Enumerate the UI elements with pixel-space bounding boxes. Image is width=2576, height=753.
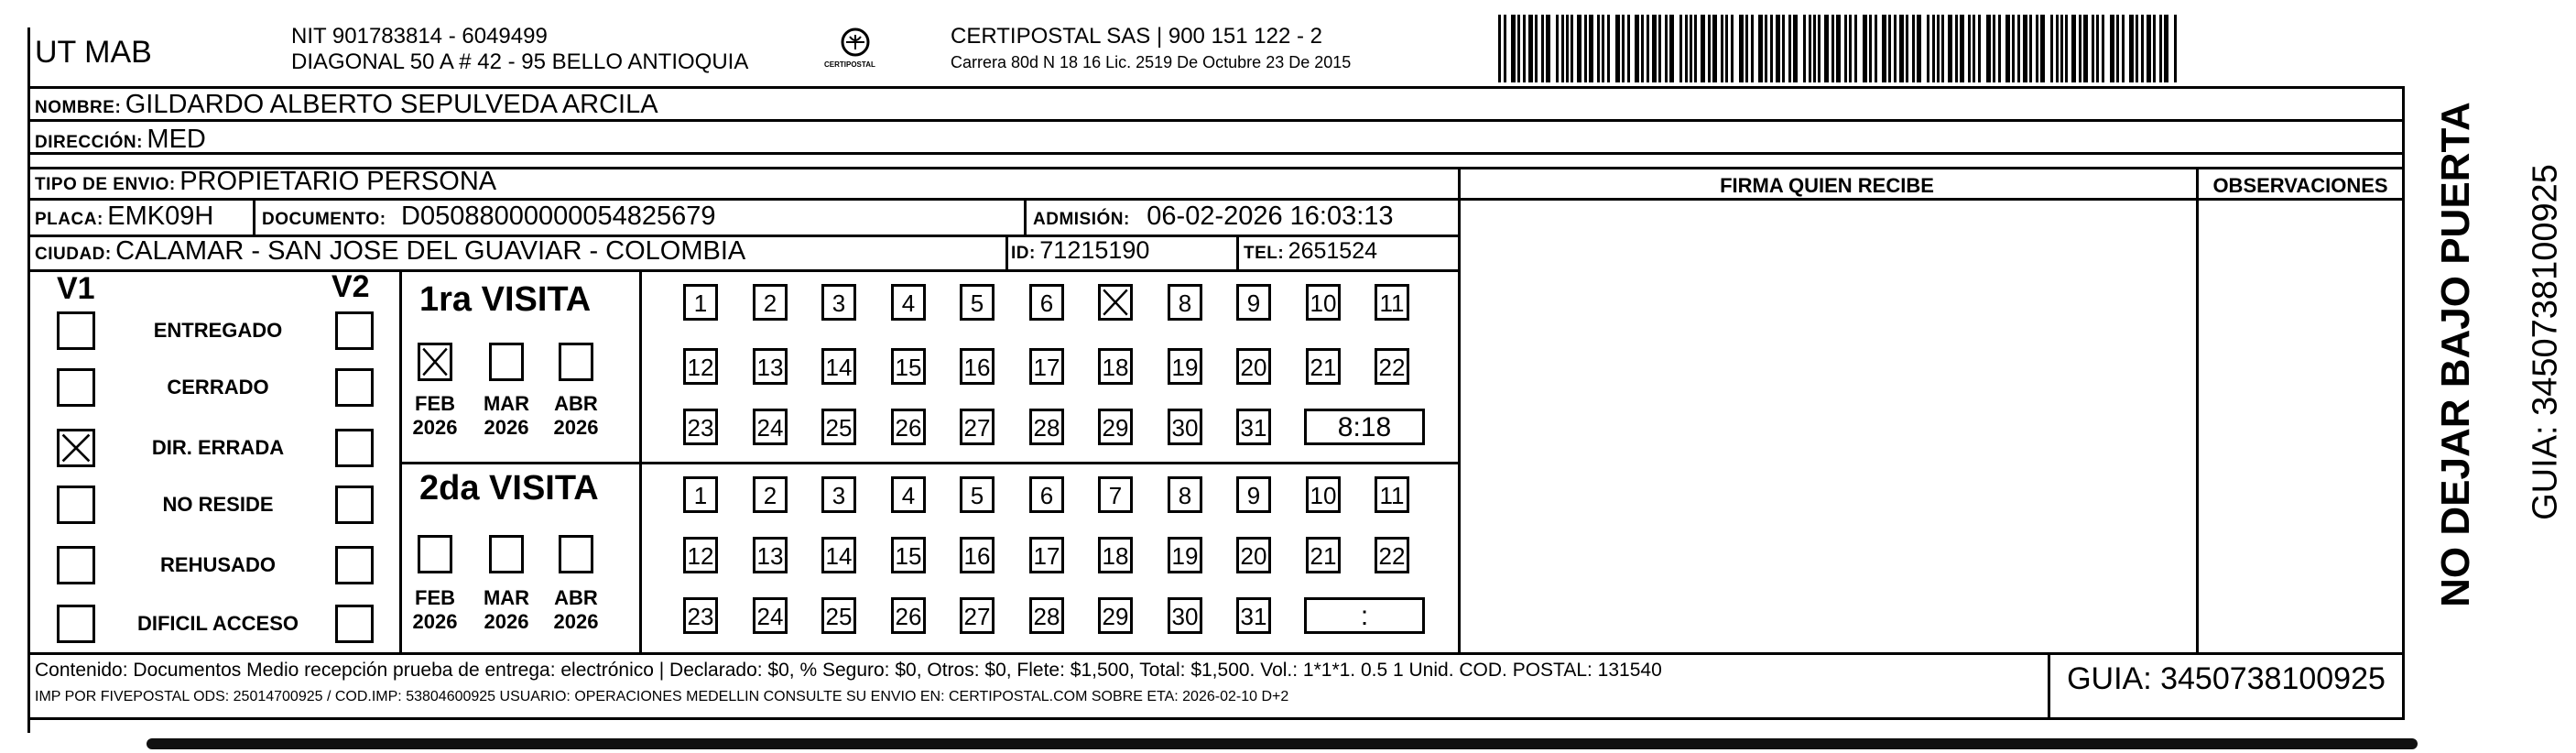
col-line xyxy=(253,198,255,235)
barcode-bar xyxy=(1566,15,1569,82)
v1-header: V1 xyxy=(57,271,95,306)
col-line xyxy=(1458,167,1461,652)
visit2-day-11[interactable]: 11 xyxy=(1375,476,1409,513)
visit2-day-24[interactable]: 24 xyxy=(753,597,788,634)
barcode-bar xyxy=(1782,15,1785,82)
visit1-day-30[interactable]: 30 xyxy=(1168,409,1202,445)
id-row xyxy=(1011,236,1149,265)
admision-value: 06-02-2026 16:03:13 xyxy=(1147,202,1394,231)
barcode-bar xyxy=(1869,15,1872,82)
barcode-bar xyxy=(2083,15,2088,82)
month-name: FEB xyxy=(415,392,455,415)
barcode-bar xyxy=(2029,15,2032,82)
month-year: 2026 xyxy=(553,416,599,439)
visit1-day-15[interactable]: 15 xyxy=(891,348,926,385)
barcode-bar xyxy=(1986,15,1991,82)
visit1-day-5[interactable]: 5 xyxy=(960,284,995,321)
barcode-bar xyxy=(2147,15,2151,82)
barcode-bar xyxy=(2079,15,2081,82)
month-name: ABR xyxy=(554,392,598,415)
barcode-bar xyxy=(1685,15,1688,82)
barcode-bar xyxy=(2164,15,2168,82)
v1-checkbox-5[interactable] xyxy=(57,546,95,584)
visit1-day-13[interactable]: 13 xyxy=(753,348,788,385)
visit2-title: 2da VISITA xyxy=(419,469,599,507)
visit1-day-26[interactable]: 26 xyxy=(891,409,926,445)
barcode-bar xyxy=(2136,15,2138,82)
visit2-day-20[interactable]: 20 xyxy=(1236,537,1271,573)
v2-header: V2 xyxy=(332,269,370,304)
row-line xyxy=(27,152,2405,155)
visit2-day-31[interactable]: 31 xyxy=(1236,597,1271,634)
barcode-bar xyxy=(1788,15,1791,82)
barcode-bar xyxy=(2122,15,2125,82)
barcode-bar xyxy=(1721,15,1723,82)
visit1-day-11[interactable]: 11 xyxy=(1375,284,1409,321)
v2-checkbox-3[interactable] xyxy=(335,429,374,467)
logo-text: CERTIPOSTAL xyxy=(824,60,875,69)
ciudad-label: CIUDAD: xyxy=(35,245,112,264)
company-name: UT MAB xyxy=(35,35,152,70)
visit1-day-24[interactable]: 24 xyxy=(753,409,788,445)
visit2-day-6[interactable]: 6 xyxy=(1029,476,1064,513)
barcode-bar xyxy=(1960,15,1964,82)
tel-label: TEL: xyxy=(1244,244,1285,263)
tipo-label: TIPO DE ENVIO: xyxy=(35,175,176,194)
barcode-bar xyxy=(2040,15,2045,82)
barcode-bar xyxy=(1836,15,1841,82)
visit2-day-30[interactable]: 30 xyxy=(1168,597,1202,634)
barcode-bar xyxy=(2056,15,2059,82)
footer-imp: IMP POR FIVEPOSTAL ODS: 25014700925 / COD.IMP: 53804600925 USUARIO: OPERACIONES MEDELLIN CONSULTE SU ENVIO EN: CERTIPOSTAL.COM SOBRE ETA: 2026-02-10 D+2 xyxy=(35,689,1289,704)
visit1-day-1[interactable]: 1 xyxy=(683,284,718,321)
barcode-bar xyxy=(1607,15,1610,82)
firma-header: FIRMA QUIEN RECIBE xyxy=(1720,174,1934,197)
id-value: 71215190 xyxy=(1039,236,1150,264)
visit1-day-10[interactable]: 10 xyxy=(1306,284,1341,321)
barcode-bar xyxy=(1932,15,1935,82)
barcode-bar xyxy=(1561,15,1564,82)
visit1-time-box[interactable]: 8:18 xyxy=(1304,409,1425,445)
visit1-day-17[interactable]: 17 xyxy=(1029,348,1064,385)
v2-checkbox-2[interactable] xyxy=(335,368,374,407)
placa-row xyxy=(35,202,213,232)
status-label-5: REHUSADO xyxy=(160,553,276,576)
barcode-bar xyxy=(1731,15,1734,82)
visit2-day-5[interactable]: 5 xyxy=(960,476,995,513)
barcode-bar xyxy=(2065,15,2068,82)
visit2-day-1[interactable]: 1 xyxy=(683,476,718,513)
barcode-bar xyxy=(1844,15,1847,82)
barcode-bar xyxy=(1813,15,1816,82)
barcode-bar xyxy=(1511,15,1516,82)
visit2-day-19[interactable]: 19 xyxy=(1168,537,1202,573)
visit2-day-22[interactable]: 22 xyxy=(1375,537,1409,573)
footer-guia: GUIA: 3450738100925 xyxy=(2067,661,2386,696)
col-line xyxy=(1005,235,1008,269)
barcode-bar xyxy=(1765,15,1767,82)
v1-checkbox-4[interactable] xyxy=(57,486,95,524)
barcode-bar xyxy=(1679,15,1682,82)
direccion-label: DIRECCIÓN: xyxy=(35,133,143,152)
visit2-day-7[interactable]: 7 xyxy=(1098,476,1133,513)
visit1-day-27[interactable]: 27 xyxy=(960,409,995,445)
visit2-day-27[interactable]: 27 xyxy=(960,597,995,634)
visit1-month-checkbox-2[interactable] xyxy=(489,343,524,381)
side-guia: GUIA: 3450738100925 xyxy=(2526,164,2565,520)
barcode-bar xyxy=(1589,15,1593,82)
col-line xyxy=(1024,198,1027,235)
barcode-bar xyxy=(2116,15,2119,82)
admision-row xyxy=(1033,202,1394,232)
visit1-day-28[interactable]: 28 xyxy=(1029,409,1064,445)
visit2-day-23[interactable]: 23 xyxy=(683,597,718,634)
barcode-bar xyxy=(1894,15,1897,82)
placa-label: PLACA: xyxy=(35,210,103,229)
visit1-day-2[interactable]: 2 xyxy=(753,284,788,321)
v1-checkbox-2[interactable] xyxy=(57,368,95,407)
barcode-bar xyxy=(1882,15,1886,82)
visit1-day-6[interactable]: 6 xyxy=(1029,284,1064,321)
tel-row xyxy=(1244,238,1377,265)
barcode-bar xyxy=(2110,15,2114,82)
barcode-bar xyxy=(1863,15,1867,82)
status-label-4: NO RESIDE xyxy=(162,493,274,516)
visit2-day-28[interactable]: 28 xyxy=(1029,597,1064,634)
visit2-day-18[interactable]: 18 xyxy=(1098,537,1133,573)
col-line xyxy=(2196,167,2199,652)
visit1-month-label-1 xyxy=(403,392,467,440)
visit1-month-label-3 xyxy=(544,392,608,440)
visit2-month-checkbox-2[interactable] xyxy=(489,535,524,573)
barcode-bar xyxy=(1597,15,1600,82)
barcode-bar xyxy=(2159,15,2162,82)
barcode-bar xyxy=(1635,15,1639,82)
direccion-value: MED xyxy=(147,125,206,154)
barcode-bar xyxy=(1690,15,1692,82)
visit2-day-3[interactable]: 3 xyxy=(821,476,856,513)
nombre-label: NOMBRE: xyxy=(35,98,122,117)
barcode-bar xyxy=(1546,15,1550,82)
visit1-day-19[interactable]: 19 xyxy=(1168,348,1202,385)
barcode-bar xyxy=(1725,15,1728,82)
barcode-bar xyxy=(1776,15,1780,82)
visit2-day-17[interactable]: 17 xyxy=(1029,537,1064,573)
barcode-bar xyxy=(2092,15,2094,82)
visit2-day-12[interactable]: 12 xyxy=(683,537,718,573)
visit2-month-checkbox-3[interactable] xyxy=(559,535,593,573)
barcode-bar xyxy=(1665,15,1668,82)
visit1-day-20[interactable]: 20 xyxy=(1236,348,1271,385)
visit1-day-16[interactable]: 16 xyxy=(960,348,995,385)
visit1-day-18[interactable]: 18 xyxy=(1098,348,1133,385)
side-text xyxy=(2410,102,2565,623)
certipostal-logo xyxy=(822,26,888,77)
carrier-license: Carrera 80d N 18 16 Lic. 2519 De Octubre 23 De 2015 xyxy=(951,53,1352,71)
visit2-day-9[interactable]: 9 xyxy=(1236,476,1271,513)
barcode-bar xyxy=(2023,15,2027,82)
barcode-bar xyxy=(1615,15,1620,82)
visit2-day-2[interactable]: 2 xyxy=(753,476,788,513)
visit2-month-label-3 xyxy=(544,586,608,634)
barcode-bar xyxy=(1712,15,1717,82)
barcode-bar xyxy=(1556,15,1559,82)
barcode-bar xyxy=(1803,15,1806,82)
barcode-bar xyxy=(2174,15,2177,82)
ciudad-row xyxy=(35,236,745,267)
barcode-bar xyxy=(1899,15,1904,82)
barcode-bar xyxy=(1602,15,1604,82)
visit1-day-4[interactable]: 4 xyxy=(891,284,926,321)
barcode-bar xyxy=(1528,15,1533,82)
id-label: ID: xyxy=(1011,244,1036,263)
col-line xyxy=(1236,235,1239,269)
visit1-month-checkbox-3[interactable] xyxy=(559,343,593,381)
visit1-title: 1ra VISITA xyxy=(419,280,592,319)
col-line xyxy=(639,269,642,652)
status-label-2: CERRADO xyxy=(167,376,269,398)
placa-value: EMK09H xyxy=(107,202,214,231)
visit1-day-23[interactable]: 23 xyxy=(683,409,718,445)
visit2-time-box[interactable]: : xyxy=(1304,597,1425,634)
visit2-month-label-1 xyxy=(403,586,467,634)
row-line xyxy=(399,462,1460,464)
barcode-bar xyxy=(1937,15,1940,82)
visit2-day-16[interactable]: 16 xyxy=(960,537,995,573)
month-name: MAR xyxy=(483,586,530,609)
visit1-day-31[interactable]: 31 xyxy=(1236,409,1271,445)
barcode-bar xyxy=(1745,15,1748,82)
v1-checkbox-6[interactable] xyxy=(57,605,95,643)
barcode-bar xyxy=(1912,15,1915,82)
row-line xyxy=(1458,198,2405,201)
barcode-bar xyxy=(1641,15,1644,82)
barcode-bar xyxy=(1758,15,1763,82)
v1-checkbox-1[interactable] xyxy=(57,311,95,350)
v2-checkbox-1[interactable] xyxy=(335,311,374,350)
visit2-day-13[interactable]: 13 xyxy=(753,537,788,573)
barcode-bar xyxy=(1831,15,1834,82)
status-label-3: DIR. ERRADA xyxy=(151,436,285,459)
barcode-bar xyxy=(2005,15,2010,82)
barcode-bar xyxy=(1927,15,1929,82)
barcode-bar xyxy=(1993,15,1995,82)
carrier-name: CERTIPOSTAL SAS | 900 151 122 - 2 xyxy=(951,24,1322,49)
visit2-day-26[interactable]: 26 xyxy=(891,597,926,634)
nombre-row xyxy=(35,90,658,120)
visit2-day-15[interactable]: 15 xyxy=(891,537,926,573)
footer-contenido: Contenido: Documentos Medio recepción prueba de entrega: electrónico | Declarado: $0, % Seguro: $0, Otros: $0, Flete: $1,500, Total: $1,500. Vol.: 1*1*1. 0.5 1 Unid. COD. POSTAL: 131540 xyxy=(35,660,1662,681)
barcode-bar xyxy=(1652,15,1657,82)
barcode-bar xyxy=(1770,15,1773,82)
barcode-bar xyxy=(1941,15,1944,82)
barcode-bar xyxy=(1998,15,2001,82)
barcode-bar xyxy=(1584,15,1587,82)
barcode-bar xyxy=(1888,15,1891,82)
visit1-day-21[interactable]: 21 xyxy=(1306,348,1341,385)
visit2-day-10[interactable]: 10 xyxy=(1306,476,1341,513)
barcode-bar xyxy=(2071,15,2076,82)
visit1-day-14[interactable]: 14 xyxy=(821,348,856,385)
barcode-bar xyxy=(1948,15,1952,82)
barcode-bar xyxy=(1809,15,1811,82)
barcode-bar xyxy=(1793,15,1798,82)
month-year: 2026 xyxy=(412,610,458,633)
barcode-bar xyxy=(1708,15,1711,82)
side-warning: NO DEJAR BAJO PUERTA xyxy=(2433,102,2478,607)
visit2-day-25[interactable]: 25 xyxy=(821,597,856,634)
tel-value: 2651524 xyxy=(1288,238,1377,264)
scan-edge xyxy=(147,738,2418,749)
barcode xyxy=(1498,15,2179,82)
month-name: FEB xyxy=(415,586,455,609)
barcode-bar xyxy=(2102,15,2104,82)
barcode-bar xyxy=(2017,15,2020,82)
row-line xyxy=(27,269,1460,272)
visit2-month-checkbox-1[interactable] xyxy=(418,535,452,573)
barcode-bar xyxy=(2141,15,2144,82)
visit1-day-3[interactable]: 3 xyxy=(821,284,856,321)
barcode-bar xyxy=(1973,15,1975,82)
v2-checkbox-5[interactable] xyxy=(335,546,374,584)
barcode-bar xyxy=(1504,15,1506,82)
barcode-bar xyxy=(1917,15,1921,82)
barcode-bar xyxy=(1968,15,1971,82)
visit2-day-4[interactable]: 4 xyxy=(891,476,926,513)
month-year: 2026 xyxy=(553,610,599,633)
company-address: DIAGONAL 50 A # 42 - 95 BELLO ANTIOQUIA xyxy=(291,49,749,74)
barcode-bar xyxy=(1875,15,1877,82)
documento-label: DOCUMENTO: xyxy=(262,210,386,229)
tipo-value: PROPIETARIO PERSONA xyxy=(179,167,497,196)
visit2-day-14[interactable]: 14 xyxy=(821,537,856,573)
barcode-bar xyxy=(1854,15,1857,82)
company-nit: NIT 901783814 - 6049499 xyxy=(291,24,548,49)
visit1-day-29[interactable]: 29 xyxy=(1098,409,1133,445)
status-label-6: DIFICIL ACCESO xyxy=(136,612,299,635)
visit2-day-29[interactable]: 29 xyxy=(1098,597,1133,634)
barcode-bar xyxy=(2012,15,2015,82)
barcode-bar xyxy=(1701,15,1705,82)
visit1-day-25[interactable]: 25 xyxy=(821,409,856,445)
barcode-bar xyxy=(1694,15,1697,82)
visit1-day-22[interactable]: 22 xyxy=(1375,348,1409,385)
month-name: MAR xyxy=(483,392,530,415)
barcode-bar xyxy=(1669,15,1674,82)
v2-checkbox-6[interactable] xyxy=(335,605,374,643)
ciudad-value: CALAMAR - SAN JOSE DEL GUAVIAR - COLOMBIA xyxy=(115,236,746,266)
barcode-bar xyxy=(1978,15,1981,82)
v2-checkbox-4[interactable] xyxy=(335,486,374,524)
month-year: 2026 xyxy=(484,610,529,633)
month-year: 2026 xyxy=(484,416,529,439)
barcode-bar xyxy=(2096,15,2099,82)
observaciones-header: OBSERVACIONES xyxy=(2212,174,2388,197)
barcode-bar xyxy=(1577,15,1581,82)
barcode-bar xyxy=(1523,15,1526,82)
barcode-bar xyxy=(1535,15,1538,82)
barcode-bar xyxy=(1571,15,1573,82)
visit1-day-8[interactable]: 8 xyxy=(1168,284,1202,321)
status-label-1: ENTREGADO xyxy=(153,319,283,342)
barcode-bar xyxy=(1647,15,1649,82)
barcode-bar xyxy=(1751,15,1754,82)
month-year: 2026 xyxy=(412,416,458,439)
month-name: ABR xyxy=(554,586,598,609)
barcode-bar xyxy=(1541,15,1544,82)
barcode-bar xyxy=(1658,15,1661,82)
barcode-bar xyxy=(1818,15,1821,82)
admision-label: ADMISIÓN: xyxy=(1033,210,1130,229)
barcode-bar xyxy=(1517,15,1520,82)
visit1-month-checkbox-1[interactable] xyxy=(418,343,452,381)
tipo-row xyxy=(35,167,496,197)
row-line xyxy=(27,198,1460,201)
documento-value: D05088000000054825679 xyxy=(401,202,716,231)
visit1-day-12[interactable]: 12 xyxy=(683,348,718,385)
barcode-bar xyxy=(1955,15,1958,82)
barcode-bar xyxy=(1498,15,1501,82)
barcode-bar xyxy=(1739,15,1744,82)
barcode-bar xyxy=(1627,15,1630,82)
nombre-value: GILDARDO ALBERTO SEPULVEDA ARCILA xyxy=(125,90,658,119)
visit1-month-label-2 xyxy=(474,392,538,440)
barcode-bar xyxy=(2050,15,2053,82)
visit1-day-9[interactable]: 9 xyxy=(1236,284,1271,321)
barcode-bar xyxy=(2036,15,2038,82)
barcode-bar xyxy=(1824,15,1829,82)
documento-row xyxy=(262,202,716,232)
barcode-bar xyxy=(2060,15,2063,82)
visit2-day-21[interactable]: 21 xyxy=(1306,537,1341,573)
barcode-bar xyxy=(1906,15,1908,82)
direccion-row xyxy=(35,125,206,155)
barcode-bar xyxy=(2129,15,2134,82)
barcode-bar xyxy=(1849,15,1852,82)
visit2-month-label-2 xyxy=(474,586,538,634)
barcode-bar xyxy=(1622,15,1625,82)
visit1-day-7[interactable] xyxy=(1098,284,1133,321)
v1-checkbox-3[interactable] xyxy=(57,429,95,467)
col-line xyxy=(399,269,402,652)
visit2-day-8[interactable]: 8 xyxy=(1168,476,1202,513)
barcode-bar xyxy=(2153,15,2156,82)
